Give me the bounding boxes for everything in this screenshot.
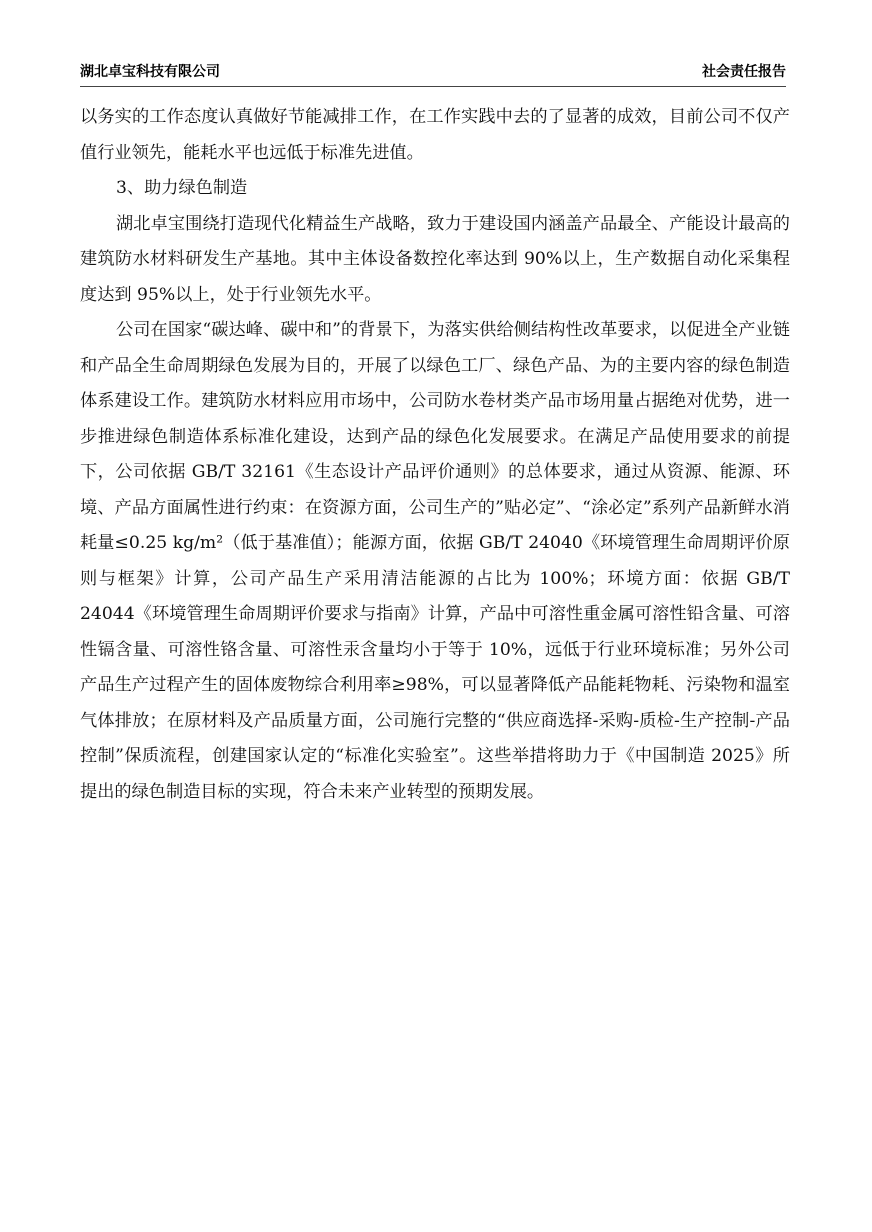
paragraph-smart-manufacturing: 湖北卓宝围绕打造现代化精益生产战略，致力于建设国内涵盖产品最全、产能设计最高的建筑防水材料研发生产基地。其中主体设备数控化率达到 90%以上，生产数据自动化采集程度达到 95%以上，处于行业领先水平。 (80, 213, 790, 305)
header-divider (80, 86, 786, 87)
company-name: 湖北卓宝科技有限公司 (80, 64, 220, 80)
document-body (80, 100, 790, 810)
paragraph-continued: 以务实的工作态度认真做好节能减排工作，在工作实践中去的了显著的成效，目前公司不仅产值行业领先，能耗水平也远低于标准先进值。 (80, 107, 790, 163)
paragraph-green-manufacturing: 公司在国家“碳达峰、碳中和”的背景下，为落实供给侧结构性改革要求，以促进全产业链和产品全生命周期绿色发展为目的，开展了以绿色工厂、绿色产品、为的主要内容的绿色制造体系建设工作。建筑防水材料应用市场中，公司防水卷材类产品市场用量占据绝对优势，进一步推进绿色制造体系标准化建设，达到产品的绿色化发展要求。在满足产品使用要求的前提下，公司依据 GB/T 32161《生态设计产品评价通则》的总体要求，通过从资源、能源、环境、产品方面属性进行约束：在资源方面，公司生产的”贴必定”、“涂必定”系列产品新鲜水消耗量≤0.25 kg/m²（低于基准值）；能源方面，依据 GB/T 24040《环境管理生命周期评价原则与框架》计算，公司产品生产采用清洁能源的占比为 100%；环境方面：依据 GB/T 24044《环境管理生命周期评价要求与指南》计算，产品中可溶性重金属可溶性铅含量、可溶性镉含量、可溶性铬含量、可溶性汞含量均小于等于 10%，远低于行业环境标准；另外公司产品生产过程产生的固体废物综合利用率≥98%，可以显著降低产品能耗物耗、污染物和温室气体排放；在原材料及产品质量方面，公司施行完整的“供应商选择-采购-质检-生产控制-产品控制”保质流程，创建国家认定的“标准化实验室”。这些举措将助力于《中国制造 2025》所提出的绿色制造目标的实现，符合未来产业转型的预期发展。 (80, 320, 790, 802)
report-title: 社会责任报告 (702, 64, 786, 80)
section-heading: 3、助力绿色制造 (116, 178, 248, 198)
page-header (80, 60, 786, 82)
